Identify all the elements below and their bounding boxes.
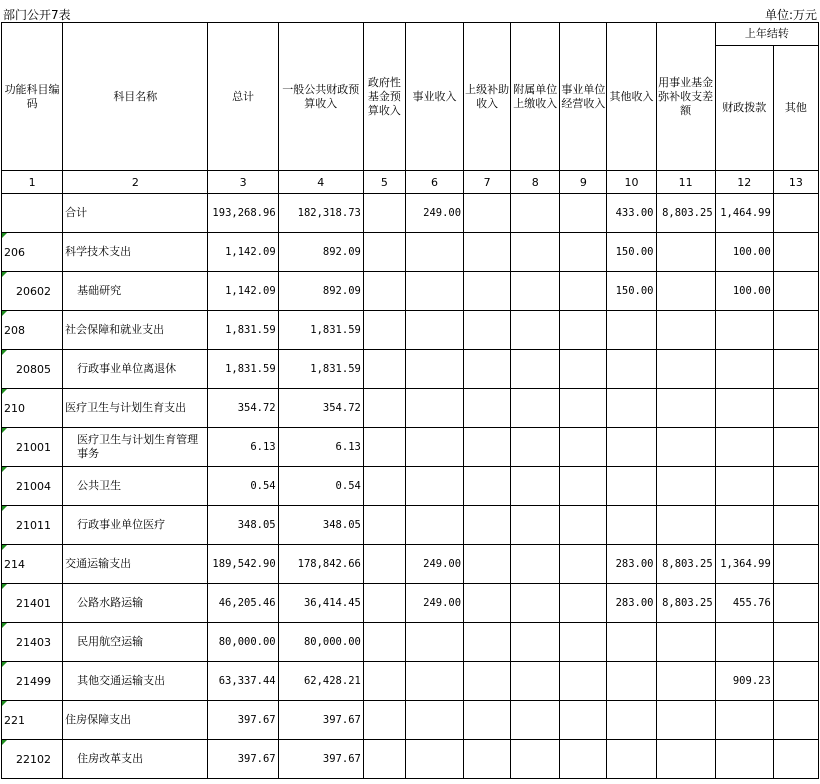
cell-value [773,389,818,428]
cell-name: 交通运输支出 [63,545,208,584]
cell-value [464,428,511,467]
cell-value [363,467,405,506]
cell-value [405,350,463,389]
column-number: 6 [405,171,463,194]
cell-value [464,272,511,311]
cell-code [2,545,63,584]
cell-value [560,428,607,467]
cell-name: 合计 [63,194,208,233]
cell-code-text: 21403 [16,635,51,649]
cell-value: 6.13 [278,428,363,467]
cell-value: 0.54 [278,467,363,506]
cell-value: 150.00 [607,233,656,272]
cell-value: 354.72 [278,389,363,428]
cell-code-text: 21004 [16,479,51,493]
cell-value [715,428,773,467]
unit-label: 单位:万元 [764,8,817,22]
cell-value [656,662,715,701]
table-row [2,311,819,350]
cell-value [773,428,818,467]
cell-value [715,389,773,428]
cell-code-text: 221 [4,713,25,727]
cell-value: 8,803.25 [656,584,715,623]
cell-value [511,350,560,389]
cell-code [2,428,63,467]
cell-value [464,662,511,701]
cell-value [607,350,656,389]
cell-value [560,272,607,311]
cell-value [464,389,511,428]
cell-marker-icon [2,428,7,433]
cell-value [773,467,818,506]
budget-table [1,22,819,779]
cell-value [773,701,818,740]
cell-value: 348.05 [278,506,363,545]
column-number: 4 [278,171,363,194]
column-number: 9 [560,171,607,194]
cell-value [773,506,818,545]
cell-value: 283.00 [607,584,656,623]
cell-value: 909.23 [715,662,773,701]
cell-code [2,662,63,701]
cell-value [363,701,405,740]
cell-value: 433.00 [607,194,656,233]
cell-code-text: 206 [4,245,25,259]
cell-value [773,272,818,311]
table-row [2,428,819,467]
header-name: 科目名称 [63,23,208,171]
cell-value [405,467,463,506]
cell-marker-icon [2,272,7,277]
cell-value: 100.00 [715,272,773,311]
cell-name: 基础研究 [63,272,208,311]
cell-value [405,701,463,740]
cell-value [607,740,656,779]
cell-value [715,467,773,506]
header-superior: 上级补助收入 [464,23,511,171]
cell-value [464,623,511,662]
cell-value [656,623,715,662]
cell-code-text: 21011 [16,518,51,532]
cell-value [560,740,607,779]
cell-value [511,311,560,350]
cell-marker-icon [2,311,7,316]
cell-name: 社会保障和就业支出 [63,311,208,350]
cell-value: 0.54 [208,467,278,506]
cell-value [363,389,405,428]
table-row [2,623,819,662]
cell-value: 182,318.73 [278,194,363,233]
cell-value [363,506,405,545]
column-number: 2 [63,171,208,194]
cell-value [363,740,405,779]
cell-name: 行政事业单位离退休 [63,350,208,389]
cell-code [2,740,63,779]
cell-marker-icon [2,233,7,238]
cell-name: 住房改革支出 [63,740,208,779]
cell-value [511,194,560,233]
cell-value [773,584,818,623]
cell-value [405,389,463,428]
cell-value [511,272,560,311]
cell-value [464,506,511,545]
cell-marker-icon [2,740,7,745]
cell-value: 62,428.21 [278,662,363,701]
cell-marker-icon [2,506,7,511]
cell-value [607,623,656,662]
cell-value [363,272,405,311]
column-number: 5 [363,171,405,194]
cell-value [656,311,715,350]
table-row [2,545,819,584]
cell-value [560,623,607,662]
cell-value: 189,542.90 [208,545,278,584]
cell-value [511,428,560,467]
cell-value: 283.00 [607,545,656,584]
header-code: 功能科目编码 [2,23,63,171]
cell-name: 医疗卫生与计划生育支出 [63,389,208,428]
cell-value [560,584,607,623]
cell-value [607,701,656,740]
cell-value [464,467,511,506]
cell-value: 397.67 [278,701,363,740]
cell-value [773,662,818,701]
cell-marker-icon [2,623,7,628]
cell-value [656,389,715,428]
header-carry-fiscal: 财政拨款 [715,46,773,171]
cell-value [511,467,560,506]
cell-value [464,233,511,272]
cell-code [2,194,63,233]
cell-value [511,506,560,545]
cell-name: 其他交通运输支出 [63,662,208,701]
cell-value: 249.00 [405,584,463,623]
cell-code-text: 21001 [16,440,51,454]
column-number: 8 [511,171,560,194]
header-other-income: 其他收入 [607,23,656,171]
header-carry-other: 其他 [773,46,818,171]
cell-code [2,272,63,311]
cell-value [607,311,656,350]
cell-value [511,389,560,428]
cell-name: 公共卫生 [63,467,208,506]
cell-value: 1,831.59 [278,350,363,389]
column-number: 11 [656,171,715,194]
cell-value [656,467,715,506]
cell-value [363,428,405,467]
cell-name: 民用航空运输 [63,623,208,662]
header-total: 总计 [208,23,278,171]
cell-value: 178,842.66 [278,545,363,584]
cell-value [363,194,405,233]
cell-value [715,623,773,662]
table-row [2,389,819,428]
cell-marker-icon [2,662,7,667]
cell-value [464,194,511,233]
cell-value [607,506,656,545]
cell-value [656,740,715,779]
cell-value [511,662,560,701]
column-number-row [2,171,819,194]
cell-value [656,233,715,272]
table-row [2,350,819,389]
cell-value [511,584,560,623]
cell-value [715,311,773,350]
cell-code [2,350,63,389]
cell-value: 100.00 [715,233,773,272]
table-row [2,584,819,623]
cell-value [560,350,607,389]
cell-value [511,701,560,740]
cell-value [773,194,818,233]
cell-value: 348.05 [208,506,278,545]
cell-marker-icon [2,701,7,706]
cell-name: 住房保障支出 [63,701,208,740]
cell-value: 892.09 [278,272,363,311]
cell-value [405,740,463,779]
cell-value [363,350,405,389]
cell-value [405,506,463,545]
cell-marker-icon [2,584,7,589]
cell-value [715,350,773,389]
cell-value [560,194,607,233]
cell-value [405,311,463,350]
cell-value: 397.67 [208,701,278,740]
cell-marker-icon [2,350,7,355]
cell-value: 193,268.96 [208,194,278,233]
cell-code-text: 208 [4,323,25,337]
cell-value [464,740,511,779]
cell-value [405,662,463,701]
cell-value [773,233,818,272]
cell-code [2,389,63,428]
cell-value: 46,205.46 [208,584,278,623]
cell-value [773,740,818,779]
cell-value [607,662,656,701]
cell-value: 249.00 [405,194,463,233]
column-number: 3 [208,171,278,194]
cell-value [560,233,607,272]
table-row [2,233,819,272]
cell-value: 8,803.25 [656,194,715,233]
table-row [2,194,819,233]
cell-value [607,389,656,428]
cell-value [363,584,405,623]
cell-value [464,311,511,350]
cell-name: 行政事业单位医疗 [63,506,208,545]
cell-code [2,701,63,740]
cell-value: 80,000.00 [208,623,278,662]
cell-value [560,701,607,740]
cell-code [2,467,63,506]
table-row [2,467,819,506]
cell-value [607,428,656,467]
cell-value [511,233,560,272]
cell-code-text: 20805 [16,362,51,376]
cell-value [607,467,656,506]
cell-value [656,350,715,389]
cell-value [560,545,607,584]
cell-value [511,740,560,779]
cell-value [560,467,607,506]
cell-value: 397.67 [278,740,363,779]
column-number: 1 [2,171,63,194]
column-number: 12 [715,171,773,194]
header-operating: 事业单位经营收入 [560,23,607,171]
cell-value [773,545,818,584]
cell-value [405,623,463,662]
cell-value [363,311,405,350]
cell-value: 6.13 [208,428,278,467]
cell-value [363,233,405,272]
cell-value [656,272,715,311]
cell-value [464,701,511,740]
cell-value: 1,831.59 [208,350,278,389]
header-business: 事业收入 [405,23,463,171]
cell-value [560,389,607,428]
cell-value [405,272,463,311]
cell-marker-icon [2,467,7,472]
cell-code-text: 21499 [16,674,51,688]
cell-value [363,623,405,662]
cell-value [715,740,773,779]
cell-code [2,584,63,623]
table-title: 部门公开7表 [3,8,71,22]
cell-value [715,701,773,740]
table-row [2,740,819,779]
cell-code [2,311,63,350]
table-row [2,506,819,545]
cell-code-text: 214 [4,557,25,571]
column-number: 7 [464,171,511,194]
cell-marker-icon [2,545,7,550]
cell-value [560,662,607,701]
cell-value: 80,000.00 [278,623,363,662]
cell-value [464,545,511,584]
table-row [2,272,819,311]
cell-value [773,311,818,350]
cell-value: 354.72 [208,389,278,428]
column-number: 13 [773,171,818,194]
cell-name: 科学技术支出 [63,233,208,272]
cell-value: 249.00 [405,545,463,584]
cell-code-text: 22102 [16,752,51,766]
cell-marker-icon [2,389,7,394]
cell-value [511,545,560,584]
header-fund: 政府性基金预算收入 [363,23,405,171]
cell-value [560,506,607,545]
cell-value: 36,414.45 [278,584,363,623]
cell-value: 397.67 [208,740,278,779]
cell-code [2,506,63,545]
table-row [2,701,819,740]
cell-value: 8,803.25 [656,545,715,584]
cell-code-text: 21401 [16,596,51,610]
cell-value: 1,142.09 [208,233,278,272]
cell-code [2,623,63,662]
cell-name: 医疗卫生与计划生育管理事务 [63,428,208,467]
cell-value [715,506,773,545]
cell-value [656,701,715,740]
cell-value [405,233,463,272]
cell-value [363,545,405,584]
cell-value [363,662,405,701]
cell-value [464,584,511,623]
cell-code [2,233,63,272]
cell-value: 892.09 [278,233,363,272]
header-reserve: 用事业基金弥补收支差额 [656,23,715,171]
cell-value [560,311,607,350]
cell-value [464,350,511,389]
cell-value: 1,142.09 [208,272,278,311]
cell-value: 1,364.99 [715,545,773,584]
header-carryover: 上年结转 [715,23,818,46]
cell-value [656,506,715,545]
cell-value [405,428,463,467]
cell-name: 公路水路运输 [63,584,208,623]
cell-code-text: 210 [4,401,25,415]
cell-value: 63,337.44 [208,662,278,701]
cell-value [656,428,715,467]
header-general: 一般公共财政预算收入 [278,23,363,171]
header-affiliate: 附属单位上缴收入 [511,23,560,171]
cell-value: 455.76 [715,584,773,623]
cell-value: 1,831.59 [278,311,363,350]
cell-code-text: 20602 [16,284,51,298]
cell-value [511,623,560,662]
cell-value [773,623,818,662]
cell-value: 1,464.99 [715,194,773,233]
cell-value: 1,831.59 [208,311,278,350]
column-number: 10 [607,171,656,194]
table-row [2,662,819,701]
cell-value [773,350,818,389]
cell-value: 150.00 [607,272,656,311]
